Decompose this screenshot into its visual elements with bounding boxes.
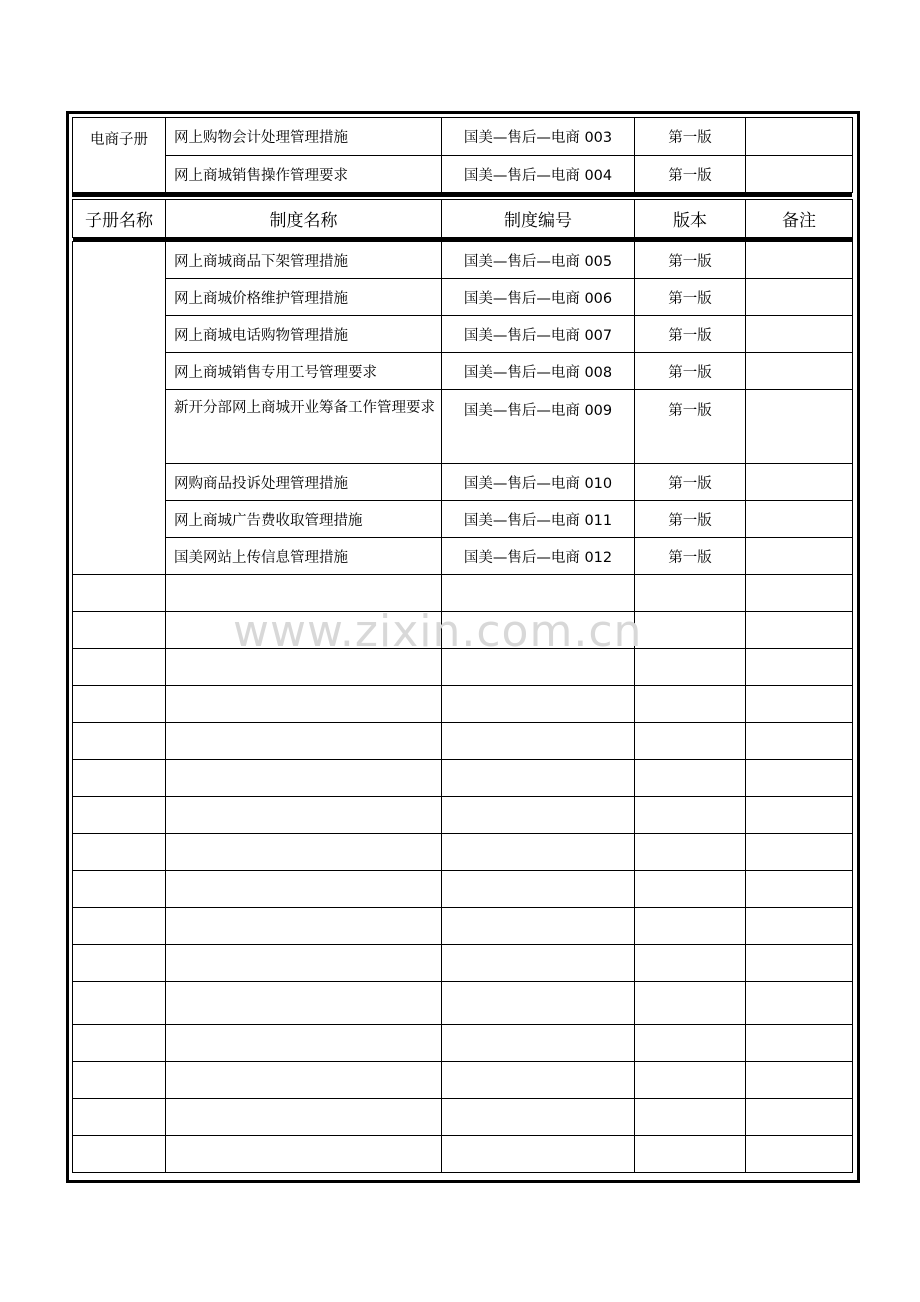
version-cell: 第一版	[635, 279, 746, 316]
policy-number-cell: 国美—售后—电商 007	[442, 316, 635, 353]
empty-row	[73, 686, 853, 723]
policy-number-cell: 国美—售后—电商 004	[442, 156, 635, 193]
top-table	[72, 117, 853, 193]
empty-row	[73, 1025, 853, 1062]
empty-row	[73, 1099, 853, 1136]
main-table	[72, 199, 853, 1173]
empty-row	[73, 797, 853, 834]
policy-name-cell: 国美网站上传信息管理措施	[166, 538, 442, 575]
policy-name-cell: 新开分部网上商城开业筹备工作管理要求	[166, 390, 442, 464]
table-row	[73, 242, 853, 279]
version-cell: 第一版	[635, 538, 746, 575]
header-policy-name: 制度名称	[166, 200, 442, 238]
table-row	[73, 353, 853, 390]
empty-row	[73, 1062, 853, 1099]
policy-name-cell: 网上商城销售操作管理要求	[166, 156, 442, 193]
note-cell	[746, 390, 853, 464]
note-cell	[746, 118, 853, 156]
table-row	[73, 279, 853, 316]
document-frame	[66, 111, 860, 1183]
policy-number-cell: 国美—售后—电商 003	[442, 118, 635, 156]
empty-row	[73, 908, 853, 945]
policy-name-cell: 网购商品投诉处理管理措施	[166, 464, 442, 501]
note-cell	[746, 464, 853, 501]
policy-number-cell: 国美—售后—电商 006	[442, 279, 635, 316]
version-cell: 第一版	[635, 156, 746, 193]
note-cell	[746, 242, 853, 279]
policy-name-cell: 网上商城广告费收取管理措施	[166, 501, 442, 538]
empty-row	[73, 982, 853, 1025]
note-cell	[746, 279, 853, 316]
empty-row	[73, 1136, 853, 1173]
empty-row	[73, 612, 853, 649]
version-cell: 第一版	[635, 501, 746, 538]
version-cell: 第一版	[635, 390, 746, 464]
policy-name-cell: 网上商城价格维护管理措施	[166, 279, 442, 316]
note-cell	[746, 156, 853, 193]
empty-row	[73, 723, 853, 760]
policy-number-cell: 国美—售后—电商 009	[442, 390, 635, 464]
table-row	[73, 118, 853, 156]
header-sub-name: 子册名称	[73, 200, 166, 238]
version-cell: 第一版	[635, 242, 746, 279]
version-cell: 第一版	[635, 316, 746, 353]
table-row	[73, 390, 853, 464]
header-note: 备注	[746, 200, 853, 238]
table-row	[73, 538, 853, 575]
version-cell: 第一版	[635, 353, 746, 390]
note-cell	[746, 538, 853, 575]
table-row	[73, 464, 853, 501]
table-row	[73, 501, 853, 538]
policy-name-cell: 网上购物会计处理管理措施	[166, 118, 442, 156]
version-cell: 第一版	[635, 464, 746, 501]
policy-number-cell: 国美—售后—电商 012	[442, 538, 635, 575]
policy-number-cell: 国美—售后—电商 011	[442, 501, 635, 538]
empty-row	[73, 871, 853, 908]
sub-name-cell: 电商子册	[73, 118, 166, 193]
empty-row	[73, 649, 853, 686]
policy-number-cell: 国美—售后—电商 008	[442, 353, 635, 390]
empty-row	[73, 945, 853, 982]
note-cell	[746, 316, 853, 353]
version-cell: 第一版	[635, 118, 746, 156]
empty-row	[73, 834, 853, 871]
table-row	[73, 316, 853, 353]
watermark: www.zixin.com.cn	[233, 606, 643, 657]
empty-row	[73, 760, 853, 797]
note-cell	[746, 501, 853, 538]
note-cell	[746, 353, 853, 390]
policy-name-cell: 网上商城销售专用工号管理要求	[166, 353, 442, 390]
policy-name-cell: 网上商城电话购物管理措施	[166, 316, 442, 353]
header-policy-number: 制度编号	[442, 200, 635, 238]
table-header-row	[73, 200, 853, 238]
section-divider	[72, 193, 852, 197]
policy-number-cell: 国美—售后—电商 005	[442, 242, 635, 279]
empty-row	[73, 575, 853, 612]
policy-number-cell: 国美—售后—电商 010	[442, 464, 635, 501]
policy-name-cell: 网上商城商品下架管理措施	[166, 242, 442, 279]
header-version: 版本	[635, 200, 746, 238]
table-row	[73, 156, 853, 193]
sub-name-cell	[73, 242, 166, 575]
